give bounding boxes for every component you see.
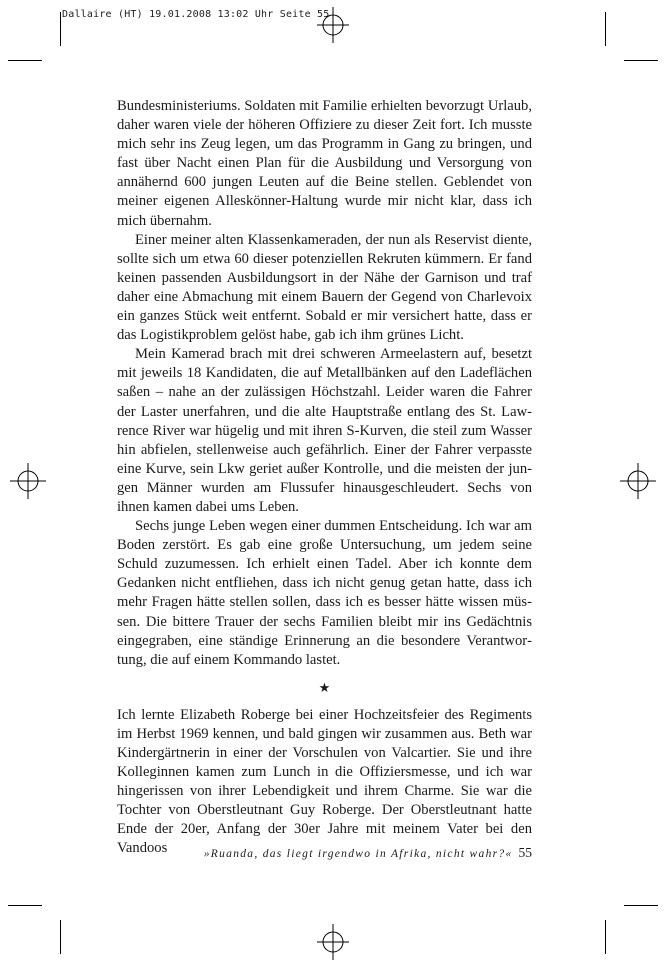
paragraph: Sechs junge Leben wegen einer dummen Entscheidung. Ich war am Boden zerstört. Es gab eine große Untersuchung, um jedem seine Schuld zuzumessen. Ich erhielt einen Tadel. Aber ich konnte dem Gedanken nicht entfliehen, dass ich nicht genug getan hatte, dass ich mehr Fragen hätte stellen sollen, dass ich es besser hätte wissen müssen. Die bittere Trauer der sechs Familien bleibt mir ins Gedächtnis eingegraben, eine ständige Erinnerung an die besondere Verantwortung, die auf einem Kommando lastet.	[117, 518, 532, 668]
paragraph: Einer meiner alten Klassenkameraden, der nun als Reservist diente, sollte sich um etwa 60 dieser potenziellen Rekruten kümmern. Er fand keinen passenden Ausbildungsort in der Nähe der Garnison und traf daher eine Abmachung mit einem Bauern der Gegend von Charlevoix ein ganzes Stück weit entfernt. Sobald er mir versichert hatte, dass er das Logistikproblem gelöst habe, gab ich ihm grünes Licht.	[117, 231, 532, 344]
crop-mark-bottom-left-v	[60, 920, 61, 954]
page-footer	[117, 845, 532, 861]
section-break-star-icon: ★	[318, 679, 331, 695]
crop-mark-top-right-v	[605, 12, 606, 46]
running-title: »Ruanda, das liegt irgendwo in Afrika, nicht wahr?«	[203, 848, 513, 860]
crop-mark-top-left-v	[60, 12, 61, 46]
paragraph: Ich lernte Elizabeth Roberge bei einer Hochzeitsfeier des Regiments im Herbst 1969 kennen, und bald gingen wir zusammen aus. Beth war Kindergärtnerin in einer der Vorschulen von Valcartier. Sie und ihre Kolleginnen kamen zum Lunch in die Offiziersmesse, und ich war hingerissen von ihrer Lebendigkeit und ihrem Charme. Sie war die Tochter von Oberstleutnant Guy Roberge. Der Oberstleutnant hatte Ende der 20er, Anfang der 30er Jahre mit meinem Vater bei den Vandoos	[117, 706, 532, 857]
registration-mark-top-icon	[313, 5, 353, 45]
crop-mark-bottom-left-h	[8, 905, 42, 906]
body-text	[117, 97, 532, 859]
crop-mark-top-right-h	[624, 60, 658, 61]
registration-mark-right-icon	[618, 461, 658, 501]
paragraph: Bundesministeriums. Soldaten mit Familie erhielten bevorzugt Urlaub, daher waren viele der höheren Offiziere zu dieser Zeit fort. Ich musste mich sehr ins Zeug legen, um das Programm in Gang zu bringen, und fast über Nacht einen Plan für die Ausbildung und Versorgung von annähernd 600 jungen Leuten auf die Beine stellen. Geblendet von meiner eigenen Alleskönner-Haltung wurde mir nicht klar, dass ich mich übernahm.	[117, 98, 532, 229]
registration-mark-left-icon	[8, 461, 48, 501]
crop-mark-bottom-right-v	[605, 920, 606, 954]
paragraph: Mein Kamerad brach mit drei schweren Armeelastern auf, besetzt mit jeweils 18 Kandidaten, die auf Metallbänken auf den Ladeflächen saßen – nahe an der zulässigen Höchstzahl. Leider waren die Fahrer der Laster unerfahren, und die alte Hauptstraße entlang des St. Lawrence River war hügelig und mit ihren S-Kurven, die steil zum Wasser hin abfielen, stellenweise auch gefährlich. Einer der Fahrer verpasste eine Kurve, sein Lkw geriet außer Kontrolle, und die meisten der jungen Männer wurden am Flussufer hinausgeschleudert. Sechs von ihnen kamen dabei ums Leben.	[117, 346, 532, 515]
page-number: 55	[518, 845, 532, 860]
registration-mark-bottom-icon	[313, 922, 353, 962]
slug-line: Dallaire (HT) 19.01.2008 13:02 Uhr Seite 55	[62, 9, 330, 20]
crop-mark-top-left-h	[8, 60, 42, 61]
crop-mark-bottom-right-h	[624, 905, 658, 906]
